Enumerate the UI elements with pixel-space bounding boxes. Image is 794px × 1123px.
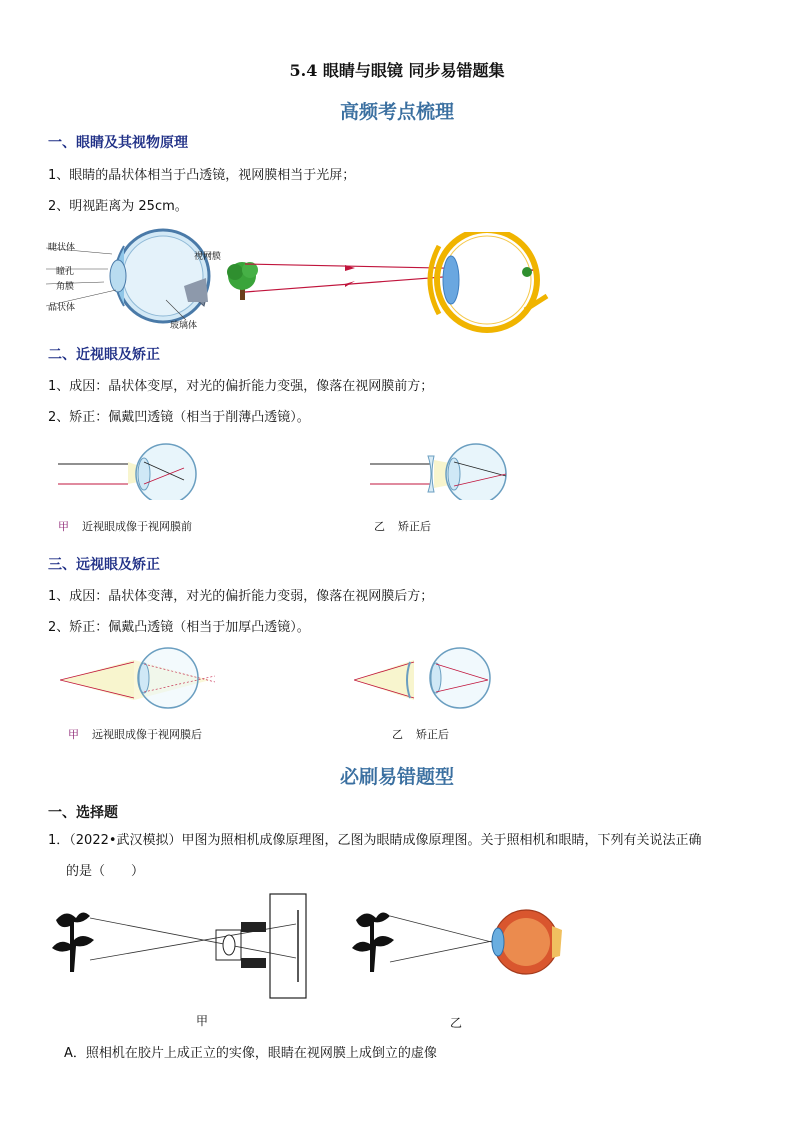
figure-caption: 近视眼成像于视网膜前 — [82, 520, 192, 533]
heading-eye-principle: 一、眼睛及其视物原理 — [48, 135, 188, 151]
camera-imaging-figure — [46, 890, 316, 1002]
document-title: 5.4 眼睛与眼镜 同步易错题集 — [289, 61, 505, 80]
myopia-corrected-eye-figure — [370, 436, 512, 500]
figure-mark: 甲 — [68, 728, 79, 741]
figure-mark: 乙 — [374, 520, 385, 533]
heading-multiple-choice: 一、选择题 — [48, 805, 118, 821]
label-lens: 晶状体 — [48, 303, 76, 313]
label-retina: 视网膜 — [194, 252, 222, 262]
figure-mark: 乙 — [392, 728, 403, 741]
eye-imaging-figure — [346, 900, 566, 990]
tree-eye-imaging-figure — [225, 232, 550, 336]
label-ciliary: 睫状体 — [48, 243, 76, 253]
label-vitreous: 玻璃体 — [170, 321, 198, 331]
label-cornea: 角膜 — [56, 282, 75, 292]
figure-caption: 矫正后 — [416, 728, 449, 741]
heading-hyperopia: 三、远视眼及矫正 — [48, 557, 160, 573]
text-line: 1、眼睛的晶状体相当于凸透镜，视网膜相当于光屏； — [48, 168, 356, 183]
heading-myopia: 二、近视眼及矫正 — [48, 347, 160, 363]
myopia-eye-figure — [58, 436, 200, 500]
text-line: 2、矫正：佩戴凹透镜（相当于削薄凸透镜）。 — [48, 410, 310, 425]
text-line: 1、成因：晶状体变薄，对光的偏折能力变弱，像落在视网膜后方； — [48, 589, 434, 604]
hyperopia-corrected-eye-figure — [354, 646, 494, 710]
figure-mark: 甲 — [58, 520, 69, 533]
option-a[interactable]: A．照相机在胶片上成正立的实像，眼睛在视网膜上成倒立的虚像 — [64, 1046, 437, 1061]
figure-label-camera: 甲 — [196, 1014, 209, 1028]
section-title-error-prone: 必刷易错题型 — [339, 766, 454, 788]
question-1-line1: 1．（2022•武汉模拟）甲图为照相机成像原理图，乙图为眼睛成像原理图。关于照相机和眼睛，下列有关说法正确 — [48, 833, 702, 848]
figure-caption: 远视眼成像于视网膜后 — [92, 728, 202, 741]
label-pupil: 瞳孔 — [56, 267, 75, 277]
hyperopia-eye-figure — [60, 646, 220, 710]
question-1-line2: 的是（ ） — [66, 864, 145, 879]
figure-label-eye: 乙 — [450, 1016, 463, 1030]
text-line: 1、成因：晶状体变厚，对光的偏折能力变强，像落在视网膜前方； — [48, 379, 434, 394]
text-line: 2、明视距离为 25cm。 — [48, 199, 188, 214]
section-title-key-points: 高频考点梳理 — [339, 101, 454, 123]
figure-caption: 矫正后 — [398, 520, 431, 533]
text-line: 2、矫正：佩戴凸透镜（相当于加厚凸透镜）。 — [48, 620, 310, 635]
